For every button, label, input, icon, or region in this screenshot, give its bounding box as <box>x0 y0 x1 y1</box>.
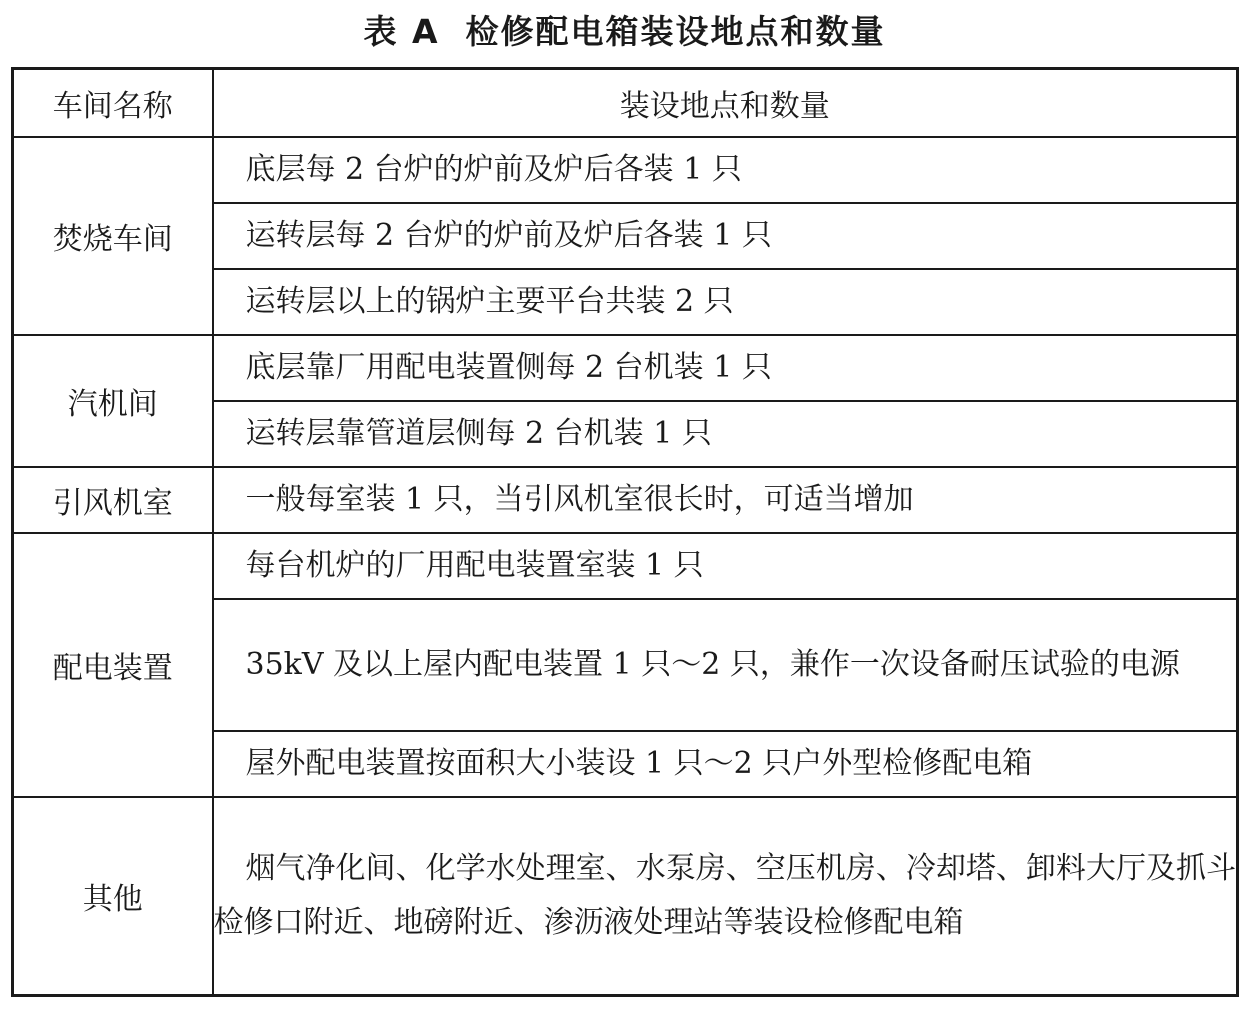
header-row <box>13 69 1238 138</box>
location-cell: 烟气净化间、化学水处理室、水泵房、空压机房、冷却塔、卸料大厅及抓斗检修口附近、地磅附近、渗沥液处理站等装设检修配电箱 <box>213 797 1238 996</box>
location-cell: 运转层靠管道层侧每 2 台机装 1 只 <box>213 401 1238 467</box>
workshop-name-cell: 焚烧车间 <box>13 137 213 335</box>
location-cell: 底层靠厂用配电装置侧每 2 台机装 1 只 <box>213 335 1238 401</box>
location-cell: 运转层以上的锅炉主要平台共装 2 只 <box>213 269 1238 335</box>
table-row <box>13 335 1238 401</box>
location-cell: 运转层每 2 台炉的炉前及炉后各装 1 只 <box>213 203 1238 269</box>
location-cell: 35kV 及以上屋内配电装置 1 只～2 只，兼作一次设备耐压试验的电源 <box>213 599 1238 731</box>
location-cell: 一般每室装 1 只，当引风机室很长时，可适当增加 <box>213 467 1238 533</box>
header-workshop-name: 车间名称 <box>13 69 213 138</box>
location-cell: 每台机炉的厂用配电装置室装 1 只 <box>213 533 1238 599</box>
location-cell: 屋外配电装置按面积大小装设 1 只～2 只户外型检修配电箱 <box>213 731 1238 797</box>
workshop-name-cell: 引风机室 <box>13 467 213 533</box>
workshop-name-cell: 配电装置 <box>13 533 213 797</box>
location-cell: 底层每 2 台炉的炉前及炉后各装 1 只 <box>213 137 1238 203</box>
table-row <box>13 797 1238 996</box>
maintenance-box-table <box>11 67 1239 997</box>
table-title: 检修配电箱装设地点和数量 <box>465 12 886 51</box>
table-row <box>13 533 1238 599</box>
table-row <box>13 137 1238 203</box>
table-caption <box>0 6 1249 58</box>
table-row <box>13 467 1238 533</box>
workshop-name-cell: 其他 <box>13 797 213 996</box>
header-location-quantity: 装设地点和数量 <box>213 69 1238 138</box>
table-number: 表 A <box>363 12 440 51</box>
workshop-name-cell: 汽机间 <box>13 335 213 467</box>
